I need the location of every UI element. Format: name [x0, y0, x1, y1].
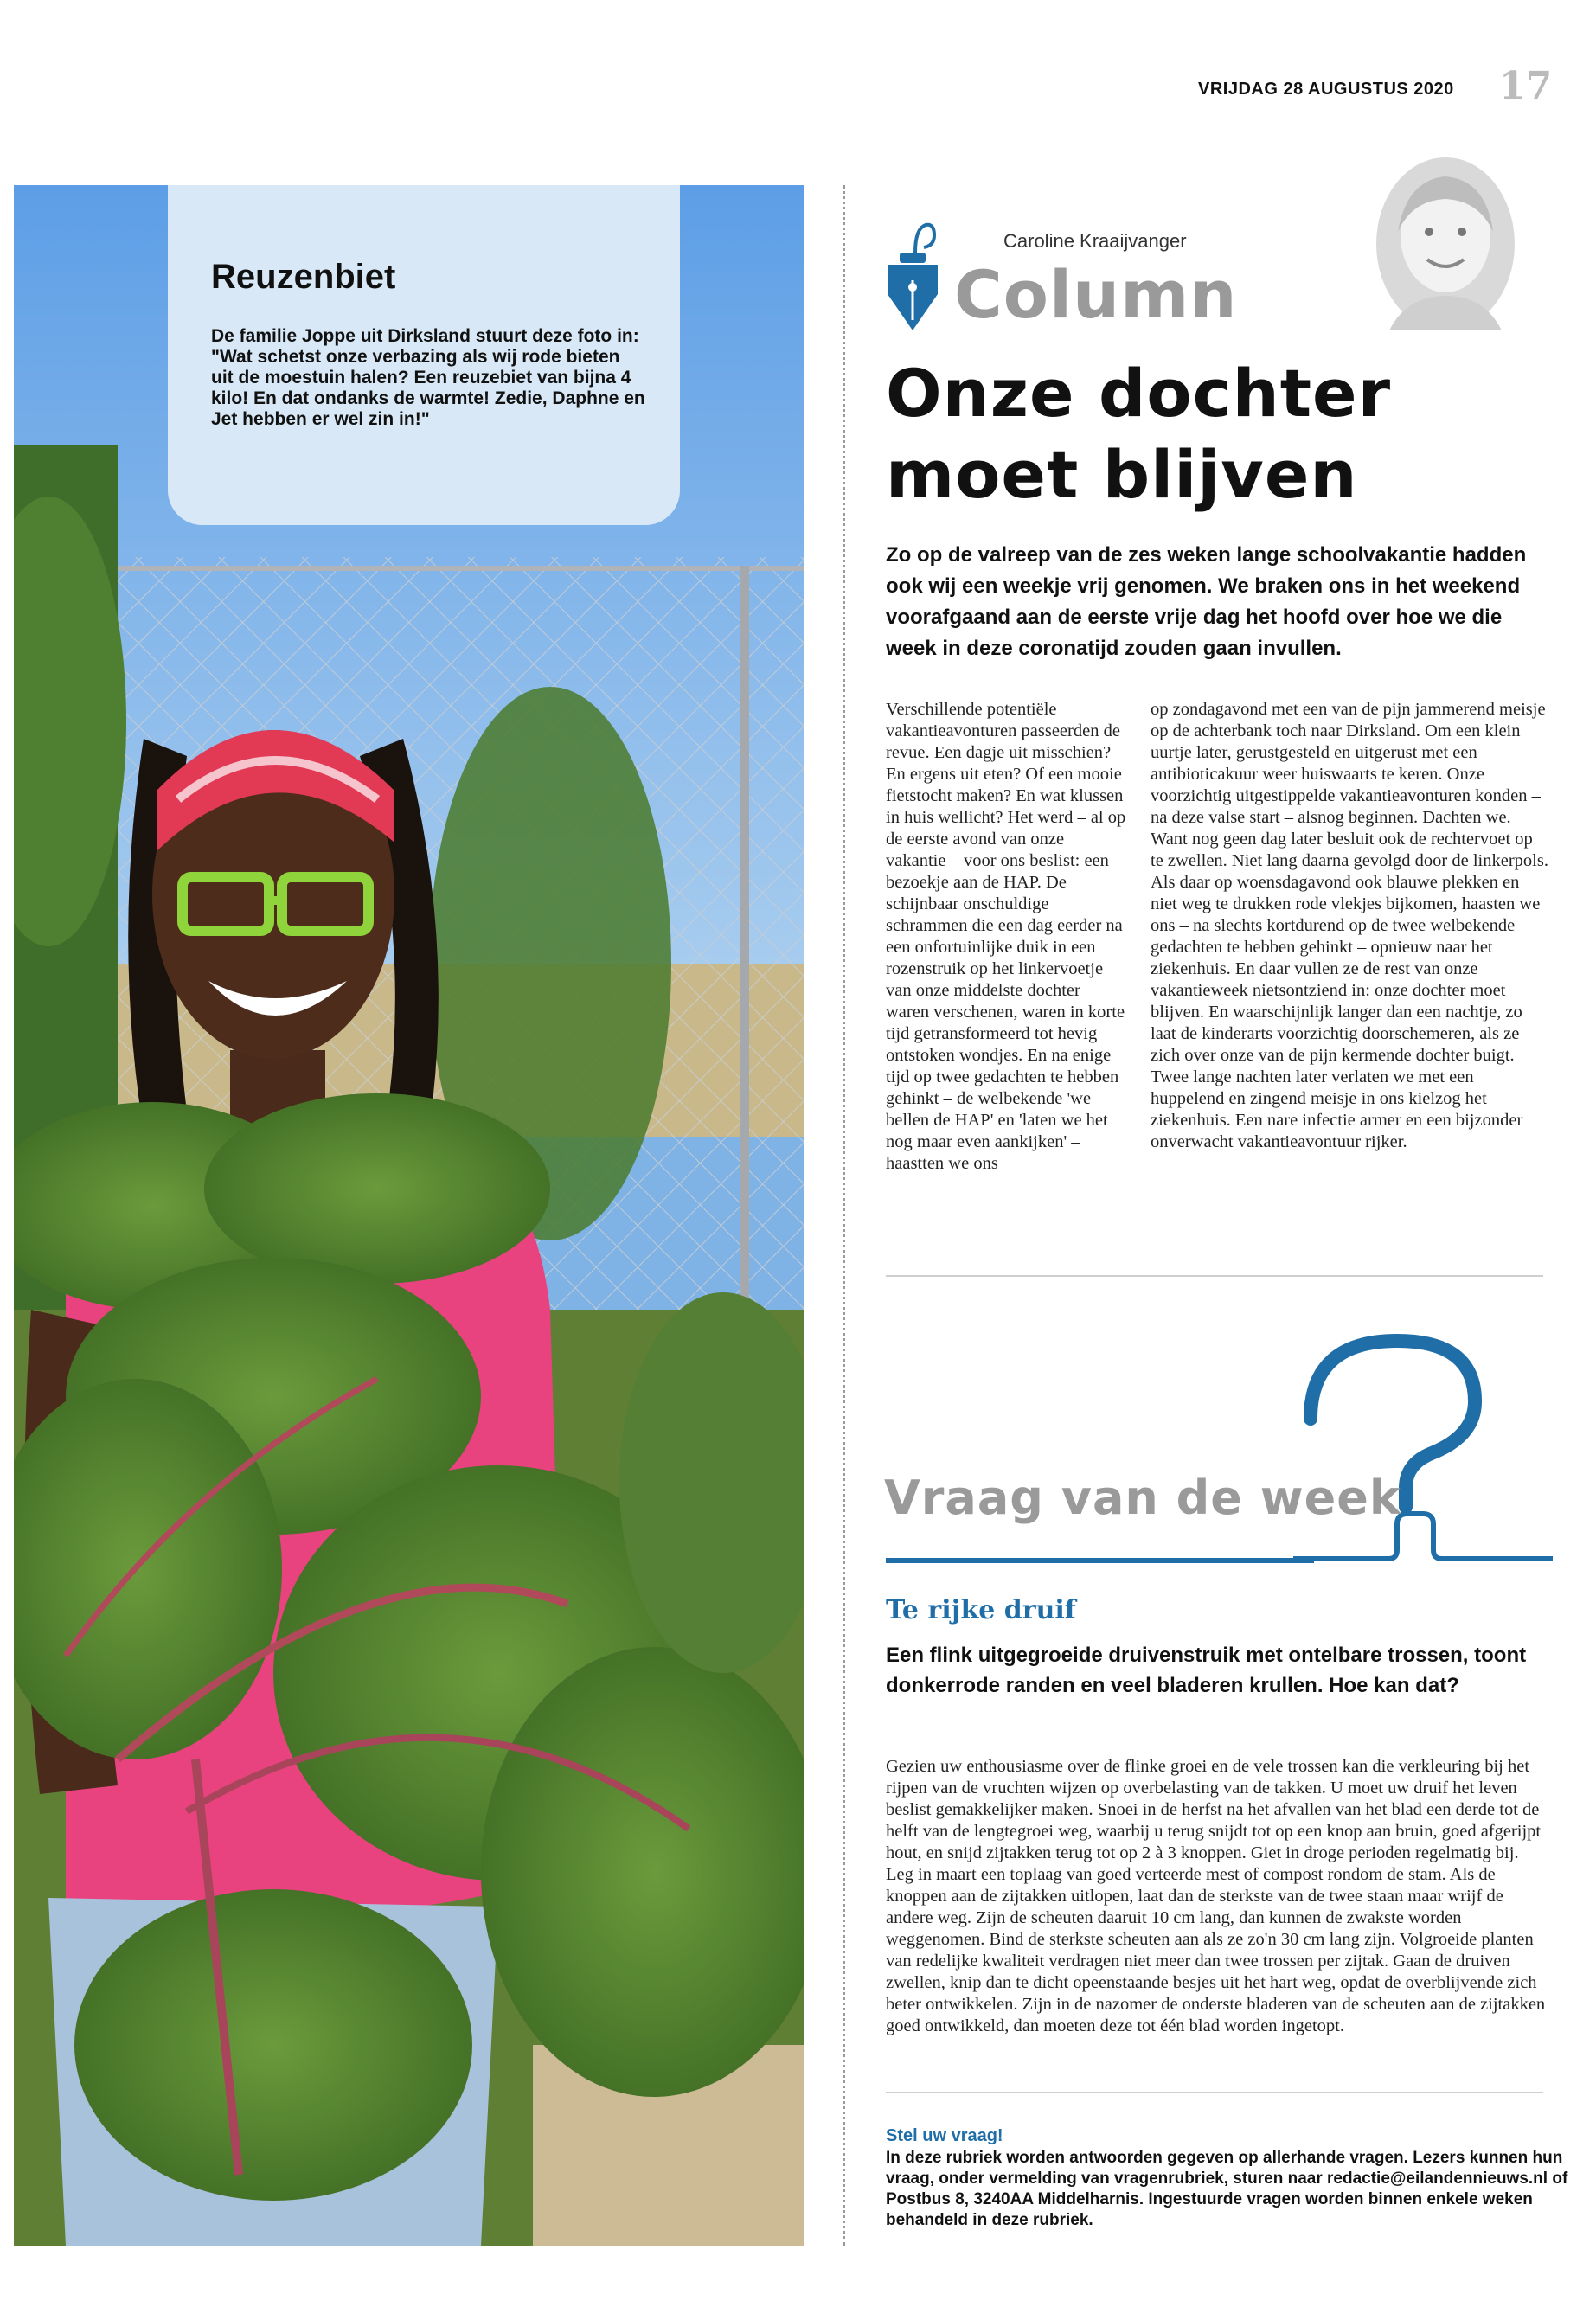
issue-date: VRIJDAG 28 AUGUSTUS 2020	[1198, 80, 1454, 99]
photo-caption-box	[168, 185, 680, 525]
page-number: 17	[1499, 64, 1553, 108]
fountain-pen-icon	[882, 208, 943, 342]
column-lead: Zo op de valreep van de zes weken lange schoolvakantie hadden ook wij een weekje vrij genomen. We braken ons in het weekend voorafgaand aan de eerste vrije dag het hoofd over hoe we die week in deze coronatijd zouden gaan invullen.	[886, 543, 1527, 660]
author-portrait	[1372, 149, 1519, 335]
question-lead: Een flink uitgegroeide druivenstruik met ontelbare trossen, toont donkerrode randen en veel bladeren krullen. Hoe kan dat?	[886, 1644, 1527, 1697]
ask-question-title: Stel uw vraag!	[886, 2126, 1003, 2145]
section-separator	[886, 1275, 1543, 1277]
caption-text: De familie Joppe uit Dirksland stuurt deze foto in: "Wat schetst onze verbazing als wij rode bieten uit de moestuin halen? Een reuzebiet van bijna 4 kilo! En dat ondanks de warmte! Zedie, Daphne en Jet hebben er wel zin in!"	[211, 326, 645, 429]
ask-question-text: In deze rubriek worden antwoorden gegeven op allerhande vragen. Lezers kunnen hun vraag, onder vermelding van vragenrubriek, sturen naar redactie@eilandennieuws.nl of Postbus 8, 3240AA Middelharnis. Ingestuurde vragen worden binnen enkele weken behandeld in deze rubriek.	[886, 2149, 1568, 2229]
column-label: Column	[954, 256, 1238, 333]
caption-title: Reuzenbiet	[211, 258, 396, 296]
section-title: Vraag van de week	[884, 1471, 1401, 1525]
column-body-right: op zondagavond met een van de pijn jammerend meisje op de achterbank toch naar Dirksland. Om een klein uurtje later, gerustgesteld en uitgerust met een antibioticakuur weer huiswaarts te keren. Onze voorzichtig uitgestippelde vakantieavonturen konden – na deze valse start – alsnog beginnen. Dachten we. Want nog geen dag later besluit ook de rechtervoet op te zwellen. Niet lang daarna gevolgd door de linkerpols. Als daar op woensdagavond ook blauwe plekken en niet weg te drukken rode vlekjes bijkomen, haasten we ons – na slechts kortdurend op de twee welbekende gedachten te hebben gehinkt – opnieuw naar het ziekenhuis. En daar vullen ze de rest van onze vakantieweek nietsontziend in: onze dochter moet blijven. En waarschijnlijk langer dan een nachtje, zo laat de kinderarts voorzichtig doorschemeren, als ze zich over onze van de pijn kermende dochter buigt. Twee lange nachten later verlaten we met een huppelend en zingend meisje in ons kielzog het ziekenhuis. Een nare infectie armer en een bijzonder onverwacht vakantieavontuur rijker.	[1151, 700, 1548, 1151]
column-headline: Onze dochter moet blijven	[886, 355, 1392, 513]
question-answer: Gezien uw enthousiasme over de flinke groei en de vele trossen kan die verkleuring bij het rijpen van de vruchten wijzen op overbelasting van de takken. U moet uw druif het leven beslist gemakkelijker maken. Snoei in de herfst na het afvallen van het blad een derde tot de helft van de lengtegroei weg, waarbij u terug snijdt tot op een knop aan bruin, goed afgerijpt hout, en snijd zijtakken terug tot op 2 à 3 knoppen. Giet in droge perioden regelmatig bij. Leg in maart een toplaag van goed verteerde mest of compost rondom de stam. Als de knoppen aan de zijtakken uitlopen, laat dan de sterkste van de twee staan maar wrijf de andere weg. Zijn de scheuten daaruit 10 cm lang, dan kunnen de zwakste worden weggenomen. Bind de sterkste scheuten aan als ze zo'n 30 cm lang zijn. Volgroeide planten van redelijke kwaliteit verdragen niet meer dan twee trossen per zijtak. Gaan de druiven zwellen, knip dan te dicht opeenstaande besjes uit het hart weg, opdat de overblijvende zich beter ontwikkelen. Zijn in de nazomer de onderste bladeren van de scheuten aan de zijtakken goed ontwikkeld, dan moeten deze tot één blad worden ingetopt.	[886, 1757, 1546, 2035]
question-underline	[886, 1558, 1314, 1563]
question-mark-icon	[1293, 1324, 1553, 1570]
answer-separator	[886, 2092, 1543, 2093]
column-author: Caroline Kraaijvanger	[1003, 230, 1187, 252]
question-title: Te rijke druif	[886, 1595, 1076, 1625]
column-body-left: Verschillende potentiële vakantieavonturen passeerden de revue. Een dagje uit misschien? En ergens uit eten? Of een mooie fietstocht maken? En wat klussen in huis wellicht? Het werd – al op de eerste avond van onze vakantie – voor ons beslist: een bezoekje aan de HAP. De schijnbaar onschuldige schrammen die een dag eerder na een onfortuinlijke duik in een rozenstruik op het linkervoetje van onze middelste dochter waren verschenen, waren in korte tijd getransformeerd tot hevig ontstoken wondjes. En na enige tijd op twee gedachten te hebben gehinkt – de welbekende 'we bellen de HAP' en 'laten we het nog maar even aankijken' – haastten we ons	[886, 700, 1126, 1173]
column-divider	[843, 185, 845, 2246]
